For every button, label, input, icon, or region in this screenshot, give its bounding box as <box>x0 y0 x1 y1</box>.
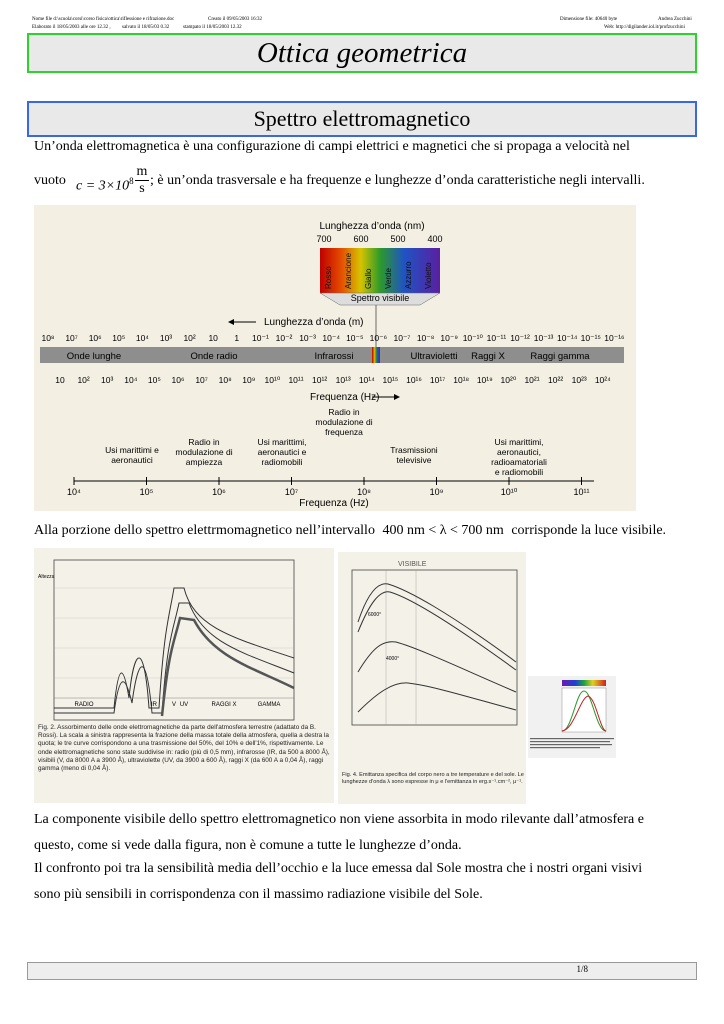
usage-group-line: modulazione di <box>315 417 373 427</box>
intro-vuoto: vuoto <box>34 173 66 188</box>
wavelength-tick-label: 10⁻¹² <box>510 333 530 343</box>
band-label: Raggi gamma <box>530 351 590 362</box>
frequency-tick-labels <box>55 375 611 385</box>
absorption-band-label: RAGGI X <box>211 702 237 708</box>
visible-range-tail: corrisponde la luce visibile. <box>511 523 667 538</box>
file-size: Dimensione file: 40640 byte <box>560 17 618 22</box>
band-label: Ultravioletti <box>410 351 458 362</box>
visible-label: Spettro visibile <box>350 293 410 303</box>
frequency-tick-label: 10¹³ <box>335 375 351 385</box>
printed-date: stampato il 18/05/2003 12.32 <box>183 25 242 30</box>
emittance-visible-label: VISIBILE <box>398 561 427 568</box>
formula-unit-den: s <box>139 181 145 196</box>
wavelength-tick-label: 10⁻¹ <box>252 333 269 343</box>
emittance-caption: Fig. 4. Emittanza specifica del corpo nero a tre temperature e del sole. Le lunghezze d'onda λ sono espresse in μ e l'emittanza in erg.s⁻¹.cm⁻², μ⁻¹. <box>342 772 524 785</box>
wavelength-tick-label: 10⁻¹⁵ <box>580 333 601 343</box>
usage-group-line: ampiezza <box>185 457 223 467</box>
conclusion-line-2: questo, come si vede dalla figura, non è comune a tutte le lunghezze d’onda. <box>34 838 462 853</box>
usage-group-line: Trasmissioni <box>390 445 438 455</box>
saved-date: salvato il 18/05/03 0.32 <box>122 25 170 30</box>
frequency-arrowhead <box>394 394 400 400</box>
visible-tick-label: 500 <box>390 234 406 244</box>
bottom-tick-label: 10⁹ <box>429 487 444 497</box>
absorption-band-labels <box>74 702 280 708</box>
emittance-curve-label-2: 4000° <box>386 656 400 662</box>
absorption-band-label: V <box>171 702 177 708</box>
formula-exponent: 8 <box>129 176 134 186</box>
page-footer <box>27 962 697 980</box>
intro-line-1: Un’onda elettromagnetica è una configurazione di campi elettrici e magnetici che si propaga a velocità nel <box>34 139 630 154</box>
frequency-tick-label: 10¹⁷ <box>429 375 446 385</box>
usage-group <box>175 437 232 467</box>
file-name: Nome file d:\scuola\corsi\corso fisica\ottica\riflessione e rifrazione.doc <box>32 17 175 22</box>
web-link[interactable]: Web: http://digilander.iol.it/profzucchini <box>604 25 685 30</box>
absorption-curve-2 <box>54 603 294 713</box>
wavelength-tick-label: 10⁻¹³ <box>533 333 554 343</box>
bottom-tick-label: 10⁴ <box>67 487 81 497</box>
absorption-caption: Fig. 2. Assorbimento delle onde elettromagnetiche da parte dell'atmosfera terrestre (adattato da B. Rossi). La scala a sinistra rappresenta la frazione della massa totale della atmosfera, quella a destra la quota; le tre curve corrispondono a una trasmissione del 50%, del 10% e dell'1%, rispettivamente. Le onde elettromagnetiche sono state suddivise in: radio (più di 0,5 mm), infrarosse (IR, da 500 a 8000 Å), visibili (V, da 8000 A a 3900 Å), ultraviolette (UV, da 3900 a 600 Å), raggi X (da 600 A a 0,04 Å), raggi gamma (meno di 0,04 Å). <box>38 724 330 773</box>
page-title-box <box>27 33 697 73</box>
usage-group-line: aeronautici, <box>497 447 541 457</box>
file-info-line1 <box>32 17 174 23</box>
visible-band-marker <box>372 347 380 363</box>
bottom-tick-label: 10¹¹ <box>573 487 590 497</box>
frequency-tick-label: 10²² <box>548 375 564 385</box>
visible-range-sentence <box>34 521 666 541</box>
eye-sensitivity-figure <box>528 676 616 758</box>
section-title-box <box>27 101 697 137</box>
wavelength-tick-label: 10⁻¹⁰ <box>462 333 483 343</box>
frequency-tick-label: 10²⁴ <box>594 375 611 385</box>
frequency-tick-label: 10¹⁸ <box>453 375 470 385</box>
emittance-curve-4000 <box>358 642 516 692</box>
frequency-tick-label: 10⁴ <box>124 375 138 385</box>
absorption-band-label: IR <box>151 702 157 708</box>
visible-tick-label: 700 <box>316 234 332 244</box>
absorption-y-label: Altezza <box>38 574 55 580</box>
visible-range-text: Alla porzione dello spettro elettrmomagnetico nell’intervallo <box>34 523 375 538</box>
usage-group-line: Radio in <box>188 437 220 447</box>
bottom-tick-label: 10⁶ <box>212 487 226 497</box>
band-label: Onde radio <box>190 351 238 362</box>
usage-group-line: aeronautici e <box>257 447 307 457</box>
page-title: Ottica geometrica <box>256 36 468 69</box>
visible-color-name: Verde <box>384 268 393 289</box>
visible-range-math: 400 nm < λ < 700 nm <box>382 523 504 538</box>
usage-group <box>257 437 306 467</box>
eye-caption-lines <box>530 738 614 748</box>
wavelength-tick-label: 10⁻¹¹ <box>486 333 507 343</box>
formula-c: $c = 3\times 10^8$ <box>76 176 134 194</box>
emittance-figure <box>338 552 526 804</box>
wavelength-m-label: Lunghezza d’onda (m) <box>264 317 364 328</box>
usage-group <box>105 445 159 465</box>
wavelength-tick-label: 10⁻⁴ <box>322 333 340 343</box>
wavelength-tick-labels <box>41 333 624 343</box>
bottom-tick-label: 10⁸ <box>357 487 371 497</box>
eye-sensitivity-svg <box>528 676 616 758</box>
author: Andrea Zucchini <box>658 17 692 22</box>
frequency-tick-label: 10²¹ <box>524 375 540 385</box>
wavelength-tick-label: 10⁵ <box>112 333 126 343</box>
visible-color-name: Violetto <box>424 262 433 289</box>
usage-group <box>491 437 547 477</box>
absorption-band-label: RADIO <box>74 702 94 708</box>
frequency-tick-label: 10¹⁶ <box>406 375 422 385</box>
wavelength-arrowhead <box>228 319 234 325</box>
visible-wavelength-title: Lunghezza d’onda (nm) <box>319 221 425 232</box>
absorption-band-label: GAMMA <box>257 702 281 708</box>
wavelength-tick-label: 10⁻⁷ <box>393 333 411 343</box>
formula-unit-num: m <box>136 164 148 179</box>
visible-tick-label: 600 <box>353 234 369 244</box>
frequency-tick-label: 10⁵ <box>147 375 161 385</box>
usage-group-line: aeronautici <box>111 455 153 465</box>
usage-group-line: radiomobili <box>261 457 303 467</box>
absorption-gridlines <box>54 588 294 678</box>
bottom-tick-label: 10⁵ <box>139 487 154 497</box>
frequency-tick-label: 10¹⁰ <box>264 375 281 385</box>
wavelength-tick-label: 10⁻⁸ <box>416 333 435 343</box>
wavelength-tick-label: 10⁻³ <box>299 333 316 343</box>
visible-spectrum-bar <box>320 248 440 293</box>
frequency-tick-label: 10¹⁹ <box>476 375 493 385</box>
frequency-tick-label: 10² <box>77 375 90 385</box>
band-label: Onde lunghe <box>66 351 122 362</box>
wavelength-tick-label: 10⁶ <box>88 333 102 343</box>
conclusion-line-1: La componente visibile dello spettro elettromagnetico non viene assorbita in modo rilevante dall’atmosfera e <box>34 812 644 827</box>
frequency-tick-label: 10³ <box>101 375 114 385</box>
eye-spectrum-strip <box>562 680 606 686</box>
created-date: Creato il 09/05/2003 16:32 <box>208 17 263 22</box>
bottom-tick-label: 10⁷ <box>284 487 299 497</box>
usage-group-line: Usi marittimi e <box>105 445 159 455</box>
spectrum-figure <box>34 205 636 511</box>
band-label: Infrarossi <box>314 351 354 362</box>
bottom-tick-label: 10¹⁰ <box>500 487 518 497</box>
wavelength-tick-label: 10³ <box>159 333 173 343</box>
wavelength-tick-label: 10⁷ <box>65 333 78 343</box>
visible-color-name: Rosso <box>324 266 333 289</box>
wavelength-tick-label: 10⁸ <box>41 333 55 343</box>
usage-group-line: radioamatoriali <box>491 457 547 467</box>
page-number: 1/8 <box>576 964 588 974</box>
usage-group-line: Radio in <box>328 407 360 417</box>
frequency-tick-label: 10⁶ <box>171 375 185 385</box>
section-title: Spettro elettromagnetico <box>253 106 471 131</box>
wavelength-tick-label: 1 <box>234 333 240 343</box>
wavelength-tick-label: 10 <box>208 333 218 343</box>
band-label: Raggi X <box>471 351 505 362</box>
wavelength-tick-label: 10² <box>183 333 196 343</box>
bottom-usage-groups <box>105 407 547 477</box>
emittance-curve-sun <box>358 584 516 662</box>
usage-group-line: e radiomobili <box>494 467 544 477</box>
absorption-figure-svg <box>34 548 334 803</box>
emittance-curve-6000 <box>358 592 516 670</box>
usage-group-line: televisive <box>396 455 432 465</box>
usage-group <box>390 445 437 465</box>
intro-line-2: ; è un’onda trasversale e ha frequenze e lunghezze d’onda caratteristiche negli intervalli. <box>150 173 645 188</box>
visible-tick-label: 400 <box>427 234 443 244</box>
usage-group-line: Usi marittimi, <box>257 437 307 447</box>
wavelength-tick-label: 10⁻² <box>275 333 293 343</box>
frequency-tick-label: 10²³ <box>571 375 587 385</box>
visible-color-name: Giallo <box>364 268 373 289</box>
visible-tick-labels <box>316 234 442 244</box>
wavelength-tick-label: 10⁻⁹ <box>440 333 458 343</box>
formula-unit-fraction <box>135 164 149 197</box>
frequency-tick-label: 10⁹ <box>242 375 256 385</box>
spectrum-figure-svg <box>34 205 636 511</box>
wavelength-tick-label: 10⁻¹⁶ <box>604 333 625 343</box>
wavelength-tick-label: 10⁴ <box>135 333 149 343</box>
emittance-figure-svg <box>338 552 526 804</box>
frequency-tick-label: 10¹¹ <box>288 375 304 385</box>
elaborated-date: Elaborato il 18/05/2003 alle ore 12.32 , <box>32 25 111 30</box>
bottom-tick-labels <box>67 477 589 497</box>
emittance-curve-label-1: 6000° <box>368 612 382 618</box>
emittance-curve-low <box>358 683 516 712</box>
usage-group-line: Usi marittimi, <box>494 437 544 447</box>
wavelength-tick-label: 10⁻¹⁴ <box>556 333 578 343</box>
frequency-tick-label: 10⁷ <box>195 375 208 385</box>
frequency-tick-label: 10¹² <box>312 375 328 385</box>
frequency-tick-label: 10²⁰ <box>500 375 517 385</box>
conclusion-line-4: sono più sensibili in corrispondenza con il massimo radiazione visibile del Sole. <box>34 887 483 902</box>
visible-color-name: Azzurro <box>404 261 413 289</box>
frequency-tick-label: 10¹⁴ <box>358 375 375 385</box>
frequency-tick-label: 10¹⁵ <box>382 375 399 385</box>
frequency-label: Frequenza (Hz) <box>310 392 380 403</box>
absorption-figure <box>34 548 334 803</box>
usage-group-line: frequenza <box>325 427 363 437</box>
bottom-frequency-label: Frequenza (Hz) <box>299 498 369 509</box>
usage-group-line: modulazione di <box>175 447 233 457</box>
frequency-tick-label: 10 <box>55 375 65 385</box>
conclusion-line-3: Il confronto poi tra la sensibilità media dell’occhio e la luce emessa dal Sole mostra che i nostri organi visivi <box>34 861 643 876</box>
absorption-band-label: UV <box>179 702 189 708</box>
wavelength-tick-label: 10⁻⁵ <box>346 333 364 343</box>
frequency-tick-label: 10⁸ <box>218 375 232 385</box>
visible-color-name: Arancione <box>344 252 353 289</box>
wavelength-tick-label: 10⁻⁶ <box>369 333 388 343</box>
usage-group <box>315 407 372 437</box>
